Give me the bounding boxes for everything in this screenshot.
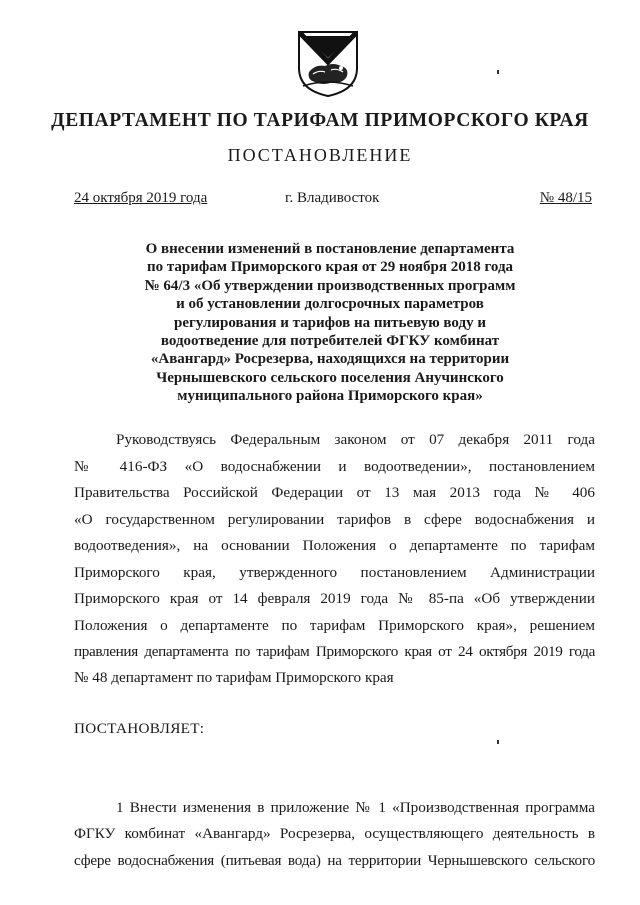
document-city: г. Владивосток bbox=[285, 190, 380, 206]
document-number: № 48/15 bbox=[539, 190, 592, 206]
subject-line: регулирования и тарифов на питьевую воду и bbox=[174, 314, 486, 331]
subject-line: по тарифам Приморского края от 29 ноября 2018 года bbox=[146, 259, 514, 276]
subject-line: Чернышевского сельского поселения Анучинского bbox=[156, 369, 504, 386]
document-type-heading: ПОСТАНОВЛЕНИЕ bbox=[227, 145, 413, 165]
body-line: № 48 департамент по тарифам Приморского края bbox=[74, 669, 394, 686]
subject-line: муниципального района Приморского края» bbox=[177, 388, 483, 405]
item-line: 1 Внести изменения в приложение № 1 «Производственная программа bbox=[116, 799, 595, 816]
body-line: правления департамента по тарифам Приморского края от 24 октября 2019 года bbox=[74, 643, 595, 660]
subject-line: «Авангард» Росрезерва, находящихся на территории bbox=[150, 351, 510, 368]
body-line: водоотведения», на основании Положения о департаменте по тарифам bbox=[74, 537, 595, 554]
subject-line: водоотведение для потребителей ФГКУ комбинат bbox=[160, 333, 500, 350]
subject-line: № 64/3 «Об утверждении производственных программ bbox=[144, 277, 516, 294]
body-line: Положения о департаменте по тарифам Приморского края», решением bbox=[74, 617, 595, 634]
body-line: № 416-ФЗ «О водоснабжении и водоотведении», постановлением bbox=[74, 458, 595, 475]
body-line: Правительства Российской Федерации от 13 мая 2013 года № 406 bbox=[74, 484, 595, 501]
body-line: Приморского края, утвержденного постановлением Администрации bbox=[74, 564, 595, 581]
item-line: ФГКУ комбинат «Авангард» Росрезерва, осуществляющего деятельность в bbox=[74, 825, 595, 842]
resolve-heading: ПОСТАНОВЛЯЕТ: bbox=[74, 720, 205, 737]
department-title: ДЕПАРТАМЕНТ ПО ТАРИФАМ ПРИМОРСКОГО КРАЯ bbox=[51, 110, 589, 131]
scan-speck bbox=[497, 70, 499, 74]
subject-line: и об установлении долгосрочных параметров bbox=[176, 296, 484, 313]
document-date: 24 октября 2019 года bbox=[74, 190, 208, 206]
body-line: «О государственном регулировании тарифов в сфере водоснабжения и bbox=[74, 511, 595, 528]
coat-of-arms-emblem bbox=[297, 28, 359, 98]
body-line: Руководствуясь Федеральным законом от 07 декабря 2011 года bbox=[116, 431, 595, 448]
body-line: Приморского края от 14 февраля 2019 года № 85-па «Об утверждении bbox=[74, 590, 595, 607]
subject-line: О внесении изменений в постановление департамента bbox=[145, 241, 515, 257]
scan-speck bbox=[497, 740, 499, 744]
document-subject bbox=[120, 240, 540, 406]
item-line: сфере водоснабжения (питьевая вода) на территории Чернышевского сельского bbox=[74, 852, 595, 869]
